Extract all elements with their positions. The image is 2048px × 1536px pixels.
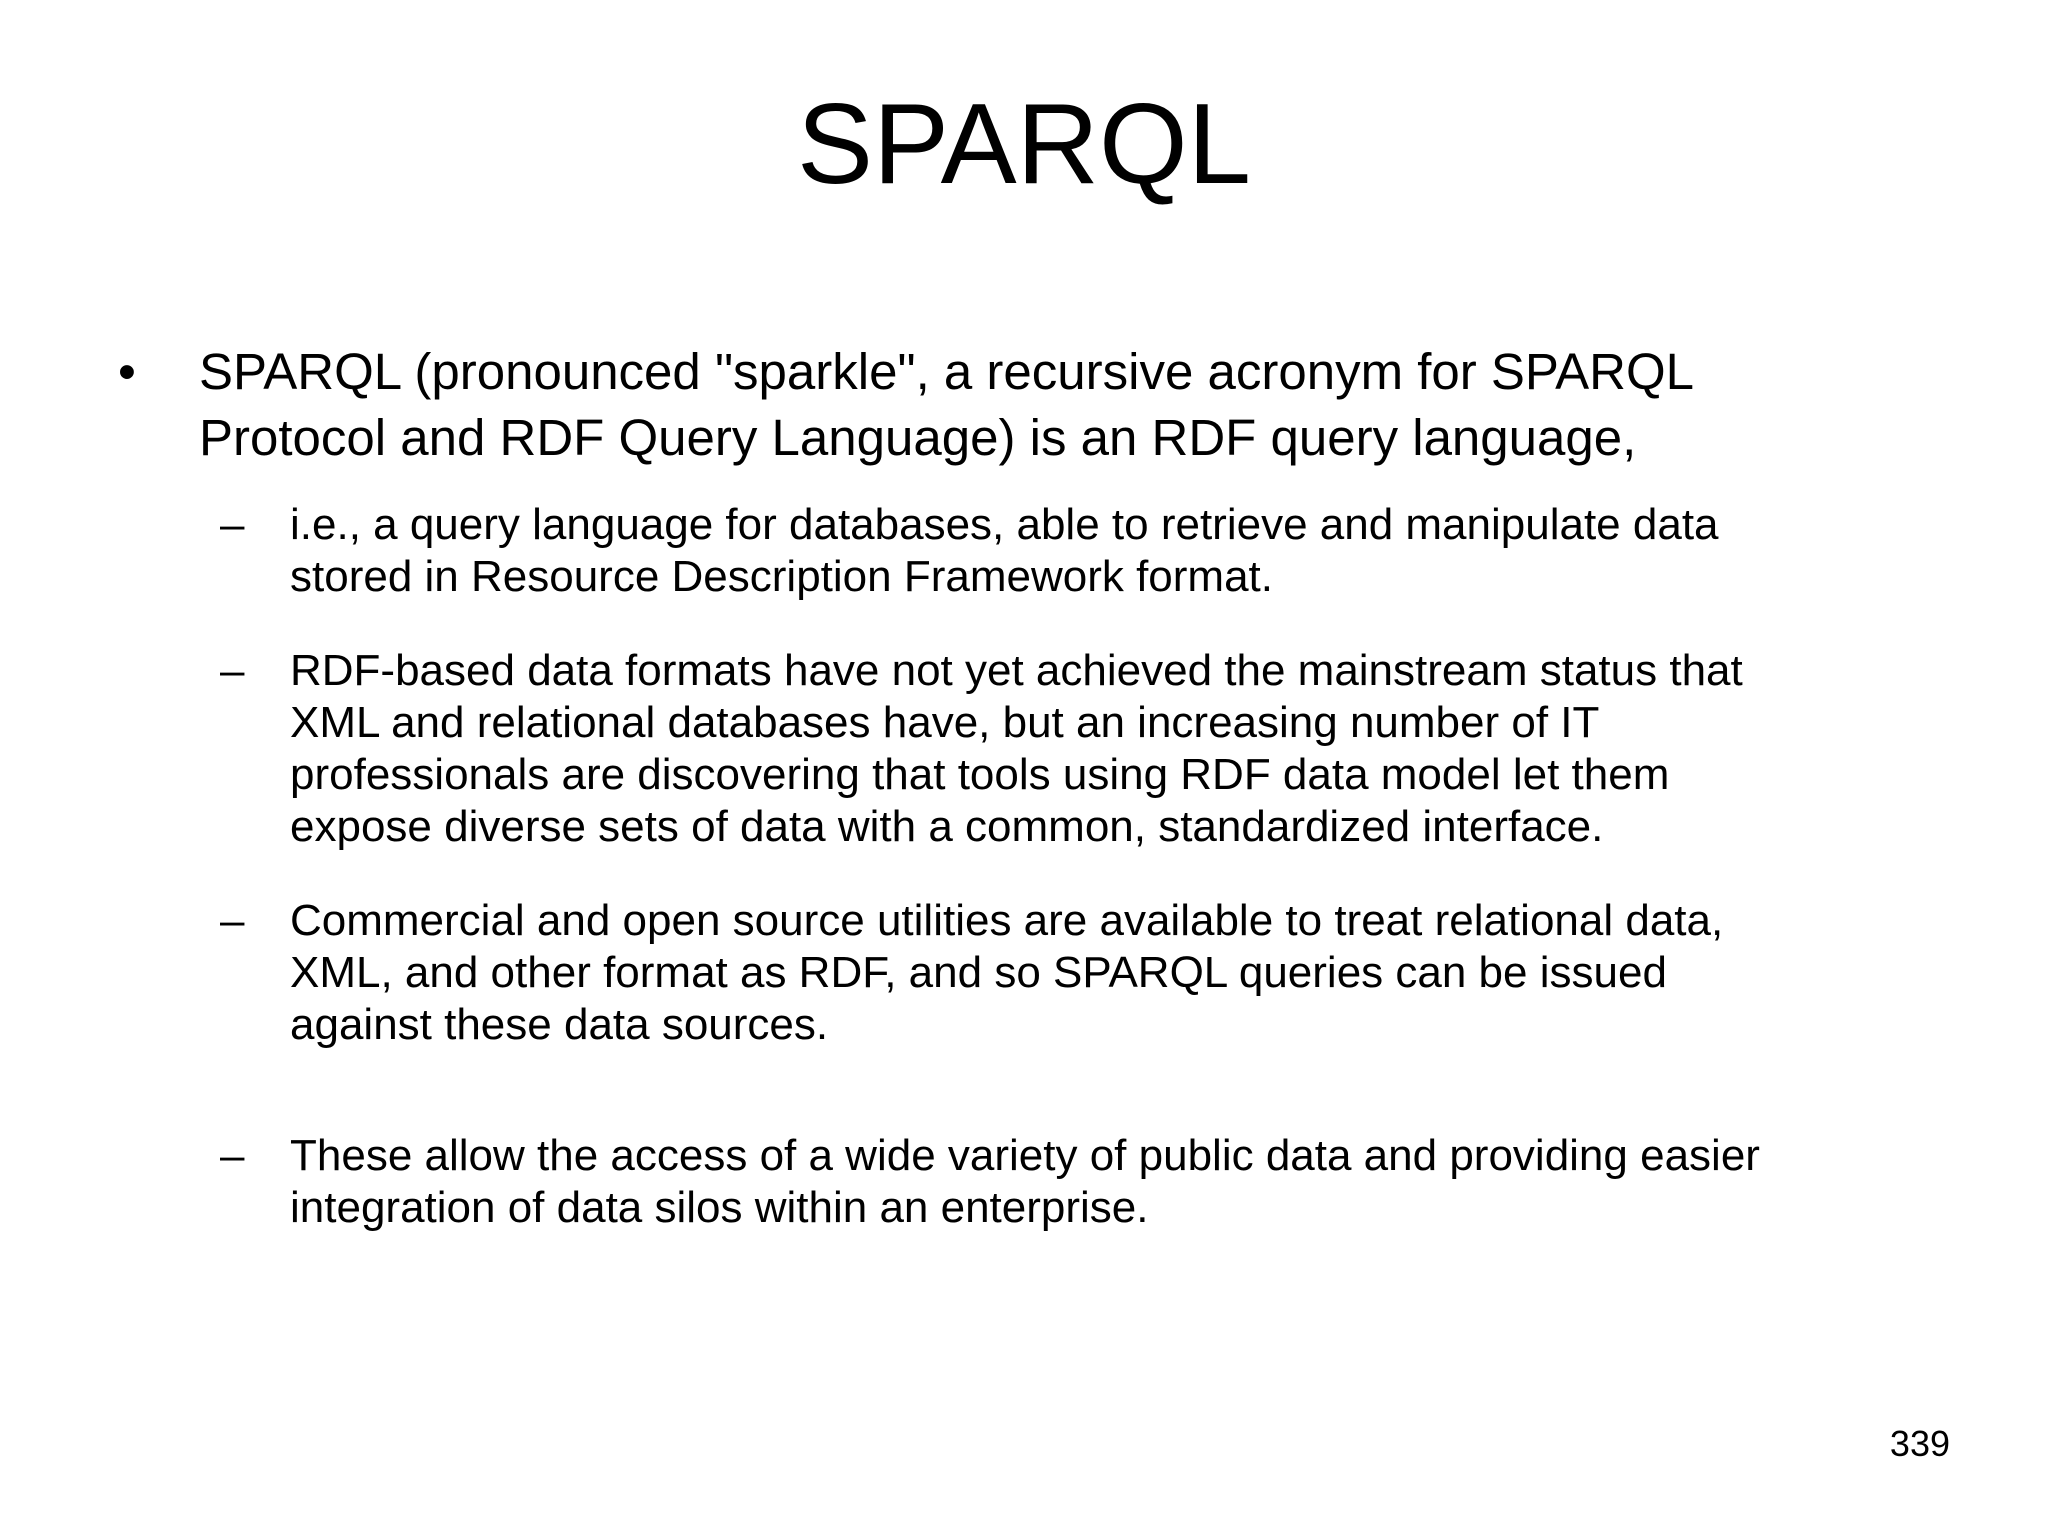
sub-bullet-line: professionals are discovering that tools using RDF data model let them (290, 750, 1670, 799)
sub-bullet-text (290, 499, 2010, 603)
sub-bullet-marker: – (220, 896, 245, 945)
sub-bullet-line: expose diverse sets of data with a common, standardized interface. (290, 802, 1604, 851)
sub-bullet-marker: – (220, 1131, 245, 1180)
bullet-marker: • (118, 343, 136, 400)
sub-bullet-line: i.e., a query language for databases, able to retrieve and manipulate data (290, 500, 1719, 549)
sub-bullet-line: RDF-based data formats have not yet achieved the mainstream status that (290, 646, 1743, 695)
main-bullet-line: SPARQL (pronounced "sparkle", a recursive acronym for SPARQL (199, 343, 1695, 400)
slide-title: SPARQL (796, 81, 1252, 208)
sub-bullet-line: XML and relational databases have, but an increasing number of IT (290, 698, 1600, 747)
sub-bullet-line: integration of data silos within an enterprise. (290, 1183, 1149, 1232)
sub-bullet-text (290, 645, 2010, 853)
main-bullet-text (199, 339, 1999, 471)
sub-bullet-marker: – (220, 500, 245, 549)
sub-bullet-line: These allow the access of a wide variety of public data and providing easier (290, 1131, 1760, 1180)
sub-bullet-text (290, 1130, 2010, 1234)
sub-bullet-line: against these data sources. (290, 1000, 829, 1049)
sub-bullet-line: Commercial and open source utilities are available to treat relational data, (290, 896, 1724, 945)
sub-bullet-line: XML, and other format as RDF, and so SPARQL queries can be issued (290, 948, 1667, 997)
sub-bullet-marker: – (220, 646, 245, 695)
page-number: 339 (1889, 1423, 1950, 1464)
sub-bullet-line: stored in Resource Description Framework format. (290, 552, 1273, 601)
main-bullet-line: Protocol and RDF Query Language) is an RDF query language, (199, 409, 1637, 466)
sub-bullet-text (290, 895, 2010, 1051)
